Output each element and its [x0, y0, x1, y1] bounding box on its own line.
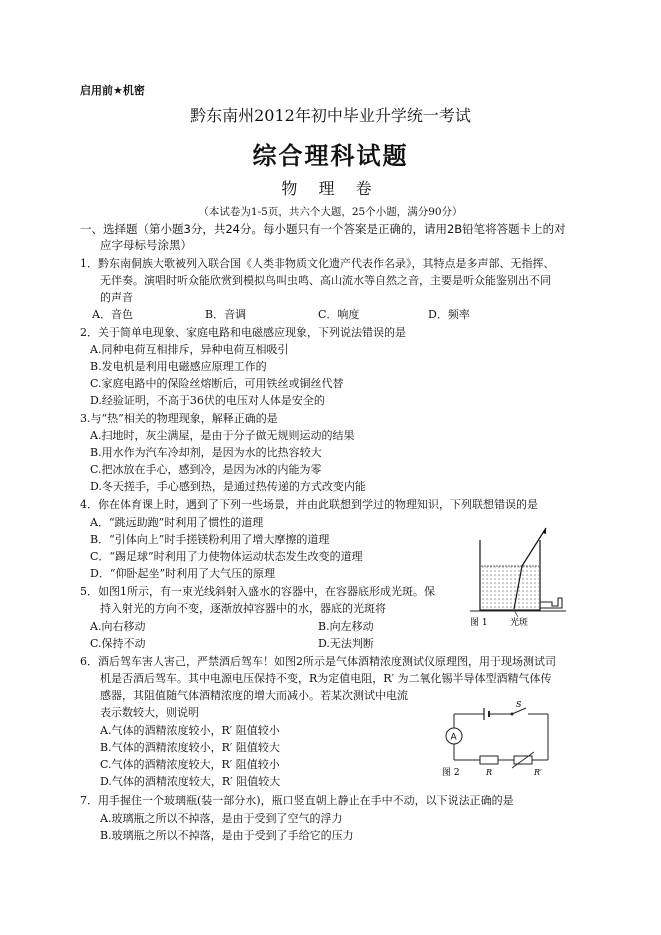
q6-stem-line2: 机是否酒后驾车。其中电源电压保持不变，R为定值电阻，R′ 为二氧化锡半导体型酒精气体传	[100, 672, 552, 685]
sensor-resistor-label: R′	[534, 768, 542, 777]
q6-option-a: A.气体的酒精浓度较小，R′ 阻值较小	[100, 724, 280, 737]
ammeter-label: A	[450, 732, 457, 743]
q5-stem-line2: 持入射光的方向不变，逐渐放掉容器中的水，器底的光斑将	[100, 602, 386, 615]
water-region	[481, 566, 539, 609]
q2-option-c: C.家庭电路中的保险丝熔断后，可用铁丝或铜丝代替	[90, 377, 344, 390]
q6-stem-line4: 表示数较大，则说明	[100, 706, 199, 719]
q4-stem: 4．你在体育课上时，遇到了下列一些场景，并由此联想到学过的物理知识，下列联想错误的是	[80, 498, 538, 511]
q4-option-d: D．“仰卧起坐”时利用了大气压的原理	[90, 567, 276, 580]
q4-option-a: A．“跳远助跑”时利用了惯性的道理	[90, 516, 264, 529]
q5-option-c: C.保持不动	[90, 637, 146, 650]
q1-option-c: C．响度	[318, 308, 360, 321]
q3-option-a: A.扫地时，灰尘满屋，是由于分子做无规则运动的结果	[90, 429, 355, 442]
q7-option-b: B.玻璃瓶之所以不掉落，是由于受到了手给它的压力	[100, 829, 354, 842]
switch-label: S	[516, 700, 522, 709]
figure-2-label: 图 2	[442, 768, 460, 778]
q6-option-d: D.气体的酒精浓度较大，R′ 阻值较大	[100, 775, 281, 788]
q1-stem-line3: 的声音	[100, 291, 133, 304]
q3-option-c: C.把冰放在手心，感到冷，是因为冰的内能为零	[90, 463, 322, 476]
q1-stem-line1: 1．黔东南侗族大歌被列入联合国《人类非物质文化遗产代表作名录》，其特点是多声部、无指挥、	[80, 257, 555, 270]
q1-option-a: A．音色	[92, 308, 133, 321]
section-heading-line1: 一、选择题（第小题3分，共24分。每小题只有一个答案是正确的，请用2B铅笔将答题卡上的对	[80, 222, 566, 236]
resistor-r-label: R	[486, 768, 493, 777]
q6-option-b: B.气体的酒精浓度较小，R′ 阻值较大	[100, 741, 280, 754]
section-heading-line2: 应字母标号涂黑）	[100, 238, 192, 252]
q7-option-a: A.玻璃瓶之所以不掉落，是由于受到了空气的浮力	[100, 812, 343, 825]
q2-stem: 2．关于简单电现象、家庭电路和电磁感应现象，下列说法错误的是	[80, 326, 406, 339]
paper-subtitle: 物 理 卷	[281, 179, 380, 198]
q2-option-a: A.同种电荷互相排斥，异种电荷互相吸引	[90, 343, 289, 356]
figure-2-circuit-diagram	[440, 700, 560, 780]
q7-stem: 7．用手握住一个玻璃瓶(装一部分水)，瓶口竖直朝上静止在手中不动，以下说法正确的是	[80, 794, 514, 807]
page-title: 综合理科试题	[252, 142, 409, 170]
q3-stem: 3.与“热”相关的物理现象，解释正确的是	[80, 412, 278, 425]
q5-stem-line1: 5．如图1所示，有一束光线斜射入盛水的容器中，在容器底形成光斑。保	[80, 585, 435, 598]
q4-option-b: B．“引体向上”时手搓镁粉利用了增大摩擦的道理	[90, 533, 330, 546]
figure-1-label: 图 1	[470, 618, 488, 628]
q5-option-b: B.向左移动	[318, 620, 374, 633]
q1-option-d: D．频率	[428, 308, 470, 321]
q5-option-d: D.无法判断	[318, 637, 374, 650]
q1-option-b: B．音调	[205, 308, 247, 321]
exam-name: 黔东南州2012年初中毕业升学统一考试	[190, 106, 471, 125]
q6-stem-line3: 感器，其阻值随气体酒精浓度的增大而减小。若某次测试中电流	[100, 689, 408, 702]
light-spot-label: 光斑	[510, 618, 529, 628]
q1-stem-line2: 无伴奏。演唱时听众能欣赏到模拟鸟叫虫鸣、高山流水等自然之音，主要是听众能鉴别出不同	[100, 274, 551, 287]
figure-1-container-diagram	[466, 522, 576, 630]
q6-option-c: C.气体的酒精浓度较大，R′ 阻值较小	[100, 758, 280, 771]
q3-option-b: B.用水作为汽车冷却剂，是因为水的比热容较大	[90, 446, 322, 459]
resistor-r	[480, 756, 498, 764]
q4-option-c: C．“踢足球”时利用了力使物体运动状态发生改变的道理	[90, 550, 363, 563]
paper-note: （本试卷为1-5页，共六个大题，25个小题，满分90分）	[198, 206, 463, 218]
q3-option-d: D.冬天搓手，手心感到热，是通过热传递的方式改变内能	[90, 480, 366, 493]
q6-stem-line1: 6．酒后驾车害人害己，严禁酒后驾车！如图2所示是气体酒精浓度测试仪原理图，用于现场测试司	[80, 655, 556, 668]
q2-option-b: B.发电机是利用电磁感应原理工作的	[90, 360, 267, 373]
q5-option-a: A.向右移动	[90, 620, 146, 633]
q2-option-d: D.经验证明，不高于36伏的电压对人体是安全的	[90, 394, 325, 407]
confidential-label: 启用前★机密	[80, 84, 145, 97]
